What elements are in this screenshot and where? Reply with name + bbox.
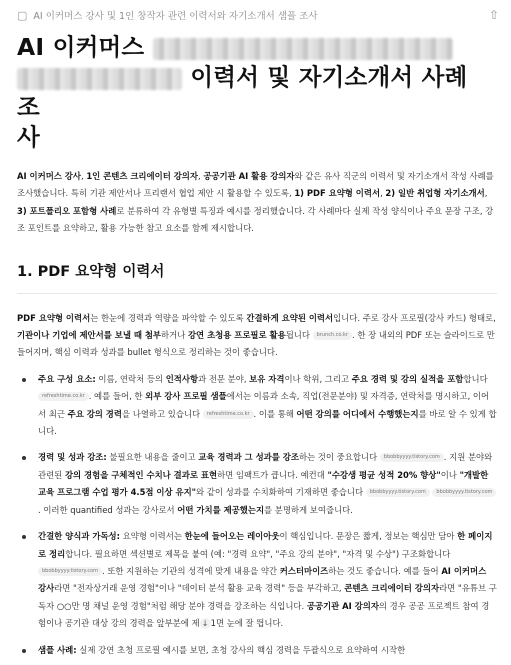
item-strong: 주요 구성 요소: [38, 373, 96, 384]
redacted-text [17, 68, 182, 90]
para-strong: PDF 요약형 이력서 [17, 312, 91, 323]
citation-chip[interactable]: bbobbyyyy.tistory.com [380, 453, 444, 462]
item-strong: 한 페이지로 정리 [38, 531, 493, 559]
item-strong: 샘플 사례: [38, 644, 77, 655]
item-strong: "수강생 평균 성적 20% 향상" [327, 469, 441, 480]
item-text: 실제 강연 초청 프로필 예시를 보면, 초청 강사의 핵심 경력을 두괄식으로 요약하여 시작한 [76, 644, 406, 655]
title-text-1: AI 이커머스 [17, 33, 145, 61]
item-strong: 강의 경험을 구체적인 수치나 결과로 표현 [64, 469, 218, 480]
item-text: 이나 [440, 469, 460, 480]
document-tab-title: AI 이커머스 강사 및 1인 창작자 관련 이력서와 자기소개서 샘플 조사 [33, 11, 318, 22]
citation-chip[interactable]: bbobbyyyy.tistory.com [366, 488, 430, 497]
item-text: 과 전문 분야, [198, 373, 250, 384]
item-text: 합니다 [463, 373, 488, 384]
intro-strong: 1인 콘텐츠 크리에이터 강의자 [86, 171, 198, 181]
item-text: . 이를 통해 [253, 408, 297, 419]
document-icon: ▢ [17, 8, 28, 22]
intro-text: , [197, 171, 204, 181]
bullet-list [17, 371, 497, 659]
item-text: 하면 임팩트가 큽니다. 예컨대 [217, 469, 328, 480]
citation-chip[interactable]: refreshtime.co.kr [38, 392, 89, 401]
para-text: 됩니다 [285, 330, 313, 341]
para-strong: 기관이나 기업에 제안서를 보낼 때 첨부 [17, 330, 162, 341]
item-text: 하는 것이 중요합니다 [298, 452, 380, 463]
item-strong: 커스터마이즈 [279, 565, 329, 576]
citation-chip[interactable]: bbobbyyyy.tistory.com [432, 488, 496, 497]
para-text: 입니다. 주로 강사 프로필(강사 카드) 형태로, [333, 312, 496, 323]
document-body [17, 30, 497, 659]
intro-strong: 공공기관 AI 활용 강의자 [203, 171, 295, 181]
para-strong: 강연 초청용 프로필로 활용 [187, 330, 286, 341]
item-strong: 콘텐츠 크리에이터 강의자 [344, 583, 440, 594]
item-text: 불필요한 내용을 줄이고 [106, 452, 199, 463]
item-text: 이름, 연락처 등의 [95, 373, 166, 384]
page-title [17, 32, 497, 152]
item-text: 라면 "전자상거래 운영 경험"이나 "데이터 분석 활용 교육 경력" 등을 부각하고, [54, 583, 345, 594]
intro-strong: 3) 포트폴리오 포함형 사례 [17, 205, 117, 216]
item-text: 의 경우 공공 프로젝트 참여 경험이나 공기관 대상 강의 경력을 앞부분에 제 [38, 600, 490, 629]
list-item [17, 528, 497, 632]
item-text: . 또한 지원하는 기관의 성격에 맞게 내용을 약간 [102, 565, 280, 576]
redacted-text [153, 38, 453, 60]
item-text: 를 바로 알 수 있게 합니다. [38, 408, 497, 437]
item-text: . 지원 분야와 관련된 [38, 452, 493, 480]
item-text: 를 분명하게 보여줍니다. [264, 504, 353, 515]
scroll-down-icon[interactable]: ↓ [200, 618, 211, 629]
item-text: 을 나열하고 있습니다 [121, 408, 203, 419]
item-text: 와 같이 성과를 수치화하여 기재하면 좋습니다 [196, 487, 366, 498]
item-text: . 예를 들어, 한 [88, 391, 146, 402]
list-item [17, 642, 497, 659]
item-text: 이 핵심입니다. 문장은 짧게, 정보는 핵심만 담아 [279, 531, 458, 542]
section-heading: 1. PDF 요약형 이력서 [17, 263, 165, 280]
intro-text: , [80, 171, 87, 181]
item-strong: "개발한 교육 프로그램 수업 평가 4.5점 이상 유지" [38, 469, 489, 498]
item-strong: 경력 및 성과 강조: [38, 452, 107, 463]
item-strong: 한눈에 들어오는 레이아웃 [184, 531, 280, 542]
item-strong: 주요 경력 및 강의 실적을 포함 [351, 373, 464, 384]
item-strong: 보유 자격 [249, 373, 285, 384]
item-text: 에서는 이름과 소속, 직업(전문분야) 및 자격증, 연락처를 명시하고, 이어서 최근 [38, 391, 490, 419]
item-strong: AI 이커머스 강사 [38, 565, 487, 594]
intro-text: 로 분류하여 각 유형별 특징과 예시를 정리했습니다. 각 사례마다 실제 작성 양식이나 주요 문장 구조, 강조 포인트를 요약하고, 활용 가능한 참고 요소를 함께 제시합니다. [17, 205, 494, 234]
item-strong: 주요 강의 경력 [67, 408, 122, 419]
item-strong: 간결한 양식과 가독성: [38, 531, 120, 542]
bullet-icon [22, 378, 26, 382]
intro-paragraph [17, 168, 497, 238]
intro-text: , [380, 188, 386, 199]
citation-chip[interactable]: refreshtime.co.kr [203, 410, 254, 419]
item-text: 라면 "유튜브 구독자 ○○만 명 채널 운영 경험"처럼 해당 분야 경력을 강조하는 식입니다. [38, 583, 497, 611]
intro-strong: 1) PDF 요약형 이력서 [294, 188, 381, 199]
citation-chip[interactable]: brunch.co.kr [313, 331, 352, 340]
title-text-2: 이력서 및 자기소개서 사례 조 [17, 63, 468, 121]
section-divider [17, 293, 497, 294]
list-item [17, 371, 497, 441]
section-paragraph [17, 310, 497, 362]
item-strong: 공공기관 AI 강의자 [306, 600, 379, 611]
para-text: 하거나 [161, 330, 188, 341]
top-bar [0, 0, 511, 30]
item-text: 하는 것도 좋습니다. 예를 들어 [328, 565, 442, 576]
bullet-icon [22, 456, 26, 460]
list-item [17, 449, 497, 519]
title-text-3: 사 [17, 123, 40, 151]
item-strong: 인적사항 [165, 373, 199, 384]
item-text: 이나 학위, 그리고 [284, 373, 352, 384]
intro-strong: 2) 일반 취업형 자기소개서 [385, 188, 485, 199]
item-strong: 어떤 강의를 어디에서 수행했는지 [296, 408, 419, 419]
item-text: . 이러한 quantified 성과는 강사로서 [38, 504, 178, 515]
item-strong: 교육 경력과 그 성과를 강조 [198, 452, 299, 463]
intro-text: , [484, 188, 488, 199]
item-text: 요약형 이력서는 [120, 531, 185, 542]
bullet-icon [22, 649, 26, 653]
intro-text: 와 같은 유사 직군의 이력서 및 자기소개서 작성 사례를 조사했습니다. 특히 기관 제안서나 프리랜서 협업 제안 시 활용할 수 있도록, [17, 171, 494, 199]
para-text: 는 한눈에 경력과 역량을 파악할 수 있도록 [90, 312, 247, 323]
share-icon[interactable]: ⇧ [488, 8, 499, 22]
item-strong: 외부 강사 프로필 샘플 [145, 391, 227, 402]
item-text: 1면 눈에 잘 띕니다. [210, 618, 284, 629]
item-text: 합니다. 필요하면 섹션별로 제목을 붙여 (예: "경력 요약", "주요 강의 분야", "자격 및 수상") 구조화합니다 [65, 548, 451, 559]
citation-chip[interactable]: bbobbyyyy.tistory.com [38, 567, 102, 576]
para-text: . 한 장 내외의 PDF 또는 슬라이드로 만들어지며, 핵심 이력과 성과를 bullet 형식으로 정리하는 것이 좋습니다. [17, 330, 495, 358]
title-line-2 [17, 62, 497, 122]
bullet-icon [22, 535, 26, 539]
para-strong: 간결하게 요약된 이력서 [246, 312, 334, 323]
intro-strong: AI 이커머스 강사 [17, 171, 81, 181]
item-strong: 어떤 가치를 제공했는지 [177, 504, 265, 515]
